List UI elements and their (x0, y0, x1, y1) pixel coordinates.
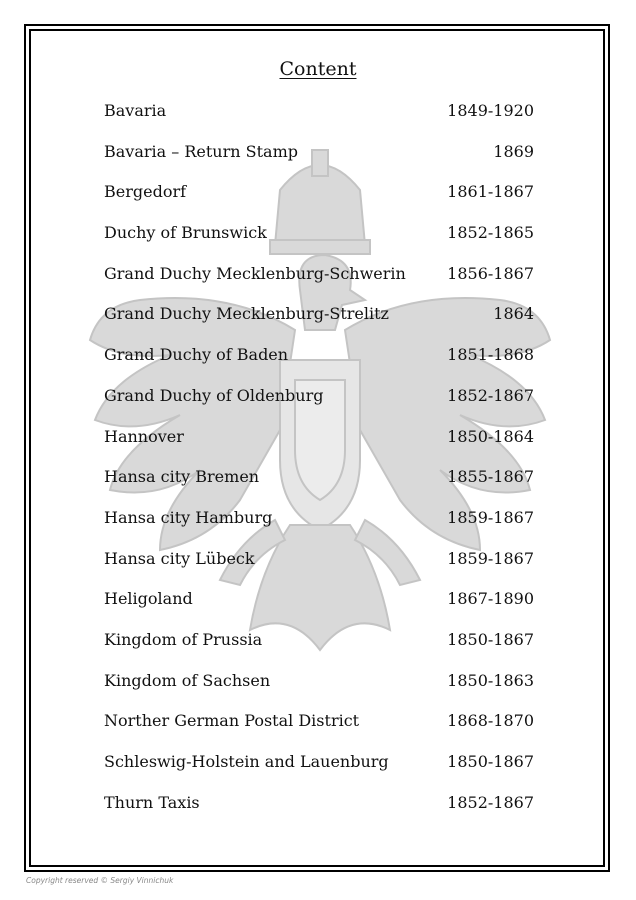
toc-entry-years: 1861-1867 (447, 182, 534, 202)
toc-entry-years: 1856-1867 (447, 263, 534, 283)
toc-entry-name: Schleswig-Holstein and Lauenburg (104, 752, 389, 771)
toc-entry-name: Hansa city Bremen (104, 467, 260, 487)
toc-entry (100, 423, 538, 464)
toc-entry (100, 341, 538, 382)
toc-entry-years: 1867-1890 (447, 589, 534, 609)
toc-entry (100, 138, 538, 179)
toc-entry-name: Bavaria – Return Stamp (104, 141, 298, 161)
toc-entry-years: 1855-1867 (447, 467, 534, 487)
toc-entry-name: Hannover (104, 426, 184, 446)
toc-entry-years: 1859-1867 (447, 548, 534, 568)
toc-entry-years: 1852-1867 (447, 385, 534, 405)
toc-entry (100, 545, 538, 586)
toc-entry-name: Grand Duchy Mecklenburg-Schwerin (104, 263, 406, 283)
copyright-notice: Copyright reserved © Sergiy Vinnichuk (26, 876, 174, 885)
toc-entry-years: 1850-1863 (447, 670, 534, 690)
toc-entry-years: 1852-1867 (447, 792, 534, 812)
toc-entry-name: Kingdom of Prussia (104, 629, 263, 649)
toc-entry (100, 300, 538, 341)
toc-entry (100, 382, 538, 423)
toc-entry-name: Kingdom of Sachsen (104, 670, 271, 690)
toc-entry-name: Bergedorf (104, 182, 187, 202)
toc-entry-years: 1852-1865 (447, 223, 534, 243)
toc-entry (100, 748, 538, 789)
toc-entry-name: Thurn Taxis (104, 792, 200, 812)
toc-entry-years: 1869 (493, 141, 534, 161)
toc-entry-name: Heligoland (104, 589, 193, 609)
toc-entry-name: Grand Duchy of Baden (104, 345, 289, 365)
toc-entry-years: 1849-1920 (447, 101, 534, 120)
toc-entry-years: 1850-1867 (447, 629, 534, 649)
toc-entry-name: Grand Duchy Mecklenburg-Strelitz (104, 304, 389, 324)
toc-entry (100, 789, 538, 830)
toc-entry (100, 667, 538, 708)
table-of-contents (100, 97, 538, 829)
toc-entry (100, 707, 538, 748)
toc-entry (100, 463, 538, 504)
toc-entry (100, 626, 538, 667)
toc-entry (100, 178, 538, 219)
toc-entry-years: 1859-1867 (447, 507, 534, 527)
toc-entry-name: Norther German Postal District (104, 711, 360, 731)
toc-entry-name: Hansa city Hamburg (104, 507, 273, 527)
toc-entry-name: Bavaria (104, 101, 167, 120)
toc-entry-years: 1851-1868 (447, 345, 534, 365)
toc-entry-name: Grand Duchy of Oldenburg (104, 385, 324, 405)
toc-entry-years: 1868-1870 (447, 711, 534, 731)
toc-entry-years: 1850-1864 (447, 426, 534, 446)
toc-entry (100, 260, 538, 301)
page-title: Content (279, 58, 357, 80)
toc-entry (100, 97, 538, 138)
toc-entry-name: Hansa city Lübeck (104, 548, 255, 568)
toc-entry (100, 585, 538, 626)
toc-entry (100, 219, 538, 260)
toc-entry (100, 504, 538, 545)
toc-entry-name: Duchy of Brunswick (104, 223, 267, 243)
toc-entry-years: 1864 (493, 304, 534, 324)
toc-entry-years: 1850-1867 (447, 752, 534, 771)
